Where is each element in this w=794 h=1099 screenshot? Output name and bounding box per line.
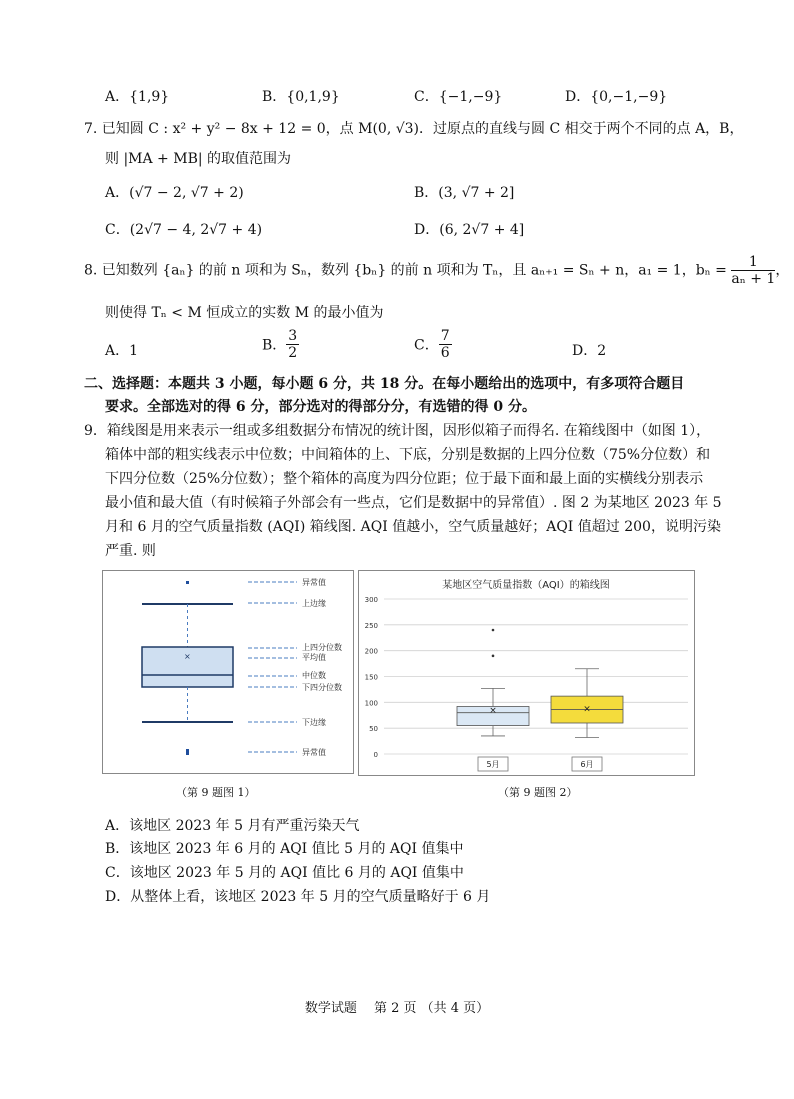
q7-option-a[interactable]: A．(√7 − 2, √7 + 2) <box>105 185 244 201</box>
q6-option-b[interactable]: B．{0,1,9} <box>262 89 340 105</box>
box-1-outlier-1 <box>492 655 495 658</box>
box-2-mean-marker: × <box>583 704 591 715</box>
figure-1-label-lower-whisker: 下边缘 <box>302 718 326 727</box>
page-footer: 数学试题 第 2 页 （共 4 页） <box>304 1001 490 1016</box>
figure-2-aqi-boxplot <box>358 570 695 776</box>
figure-1-label-mean: 平均值 <box>302 653 326 662</box>
figure-1-label-upper-whisker: 上边缘 <box>302 599 326 608</box>
y-tick-label-150: 150 <box>364 673 378 682</box>
y-tick-label-300: 300 <box>364 596 378 604</box>
q9-option-d[interactable]: D．从整体上看，该地区 2023 年 5 月的空气质量略好于 6 月 <box>105 889 491 905</box>
q8-option-c[interactable]: C． $\frac{7}{6}$ <box>414 328 450 361</box>
box-1-mean-marker: × <box>489 706 497 717</box>
q9-stem-line3: 下四分位数（25%分位数）；整个箱体的高度为四分位距；位于最下面和最上面的实横线分别表示 <box>105 471 704 487</box>
figure-2-frame <box>359 571 695 776</box>
q9-option-c[interactable]: C．该地区 2023 年 5 月的 AQI 值比 6 月的 AQI 值集中 <box>105 865 464 881</box>
q7-option-b[interactable]: B．(3, √7 + 2] <box>414 185 515 201</box>
q9-option-a[interactable]: A．该地区 2023 年 5 月有严重污染天气 <box>105 818 360 834</box>
figure-1-label-median: 中位数 <box>302 671 326 680</box>
q9-stem-line1: 9．箱线图是用来表示一组或多组数据分布情况的统计图，因形似箱子而得名. 在箱线图中（如图 1）， <box>84 423 711 439</box>
q9-stem-line5: 月和 6 月的空气质量指数 (AQI) 箱线图. AQI 值越小，空气质量越好；AQI 值超过 200，说明污染 <box>105 519 721 535</box>
q6-option-a[interactable]: A．{1,9} <box>105 89 170 105</box>
q8-option-d[interactable]: D．2 <box>572 343 607 359</box>
q7-stem-line1: 7. 已知圆 C : x² + y² − 8x + 12 = 0，点 M(0, √3)．过原点的直线与圆 C 相交于两个不同的点 A，B， <box>84 121 744 137</box>
section2-heading-line1: 二、选择题：本题共 3 小题，每小题 6 分，共 18 分。在每小题给出的选项中，有多项符合题目 <box>84 376 685 392</box>
y-tick-label-100: 100 <box>364 699 378 708</box>
figure-1-label-outlier-bottom: 异常值 <box>302 748 326 757</box>
q7-option-d[interactable]: D．(6, 2√7 + 4] <box>414 222 525 238</box>
figure-1-label-lower-quartile: 下四分位数 <box>302 683 342 692</box>
section2-heading-line2: 要求。全部选对的得 6 分，部分选对的得部分分，有选错的得 0 分。 <box>105 399 536 415</box>
q8-stem-line2: 则使得 Tₙ < M 恒成立的实数 M 的最小值为 <box>105 305 384 321</box>
figure-1-outlier-bottom-dot <box>186 749 189 755</box>
y-tick-label-200: 200 <box>364 647 378 656</box>
q7-stem-line2: 则 |MA + MB| 的取值范围为 <box>105 151 292 167</box>
figure-1-outlier-top-dot <box>186 581 189 584</box>
q8-b-fraction: $\frac{1}{\text{aₙ + 1}}$ <box>731 254 776 287</box>
q9-stem-line6: 严重. 则 <box>105 543 156 559</box>
q6-option-d[interactable]: D．{0,−1,−9} <box>565 89 668 105</box>
q7-option-c[interactable]: C．(2√7 − 4, 2√7 + 4) <box>105 222 263 238</box>
y-tick-label-50: 50 <box>369 725 378 734</box>
figure-1-mean-marker: × <box>184 652 191 661</box>
figure-1-caption: （第 9 题图 1） <box>176 786 256 799</box>
q6-option-c[interactable]: C．{−1,−9} <box>414 89 503 105</box>
box-1-outlier-2 <box>492 629 495 632</box>
q9-option-b[interactable]: B．该地区 2023 年 6 月的 AQI 值比 5 月的 AQI 值集中 <box>105 841 464 857</box>
q8-stem-line1: 8. 已知数列 {aₙ} 的前 n 项和为 Sₙ，数列 {bₙ} 的前 n 项和为 Tₙ，且 aₙ₊₁ = Sₙ + n，a₁ = 1，bₙ = $\frac{1}{\text{aₙ + 1}}$ ， <box>84 254 790 287</box>
q9-stem-line2: 箱体中部的粗实线表示中位数；中间箱体的上、下底，分别是数据的上四分位数（75%分位数）和 <box>105 447 711 463</box>
y-tick-label-0: 0 <box>373 751 378 759</box>
q8-option-a[interactable]: A．1 <box>105 343 139 359</box>
figure-1-label-upper-quartile: 上四分位数 <box>302 643 342 652</box>
category-label-1: 5月 <box>486 760 500 769</box>
y-tick-label-250: 250 <box>364 621 378 630</box>
category-label-2: 6月 <box>580 760 594 769</box>
q9-stem-line4: 最小值和最大值（有时候箱子外部会有一些点，它们是数据中的异常值）. 图 2 为某地区 2023 年 5 <box>105 495 722 511</box>
q8-option-b[interactable]: B． $\frac{3}{2}$ <box>262 328 298 361</box>
figure-2-caption: （第 9 题图 2） <box>498 786 578 799</box>
figure-2-title: 某地区空气质量指数（AQI）的箱线图 <box>442 580 610 591</box>
figure-1-box-diagram <box>102 570 354 774</box>
figure-1-label-outlier-top: 异常值 <box>302 578 326 587</box>
